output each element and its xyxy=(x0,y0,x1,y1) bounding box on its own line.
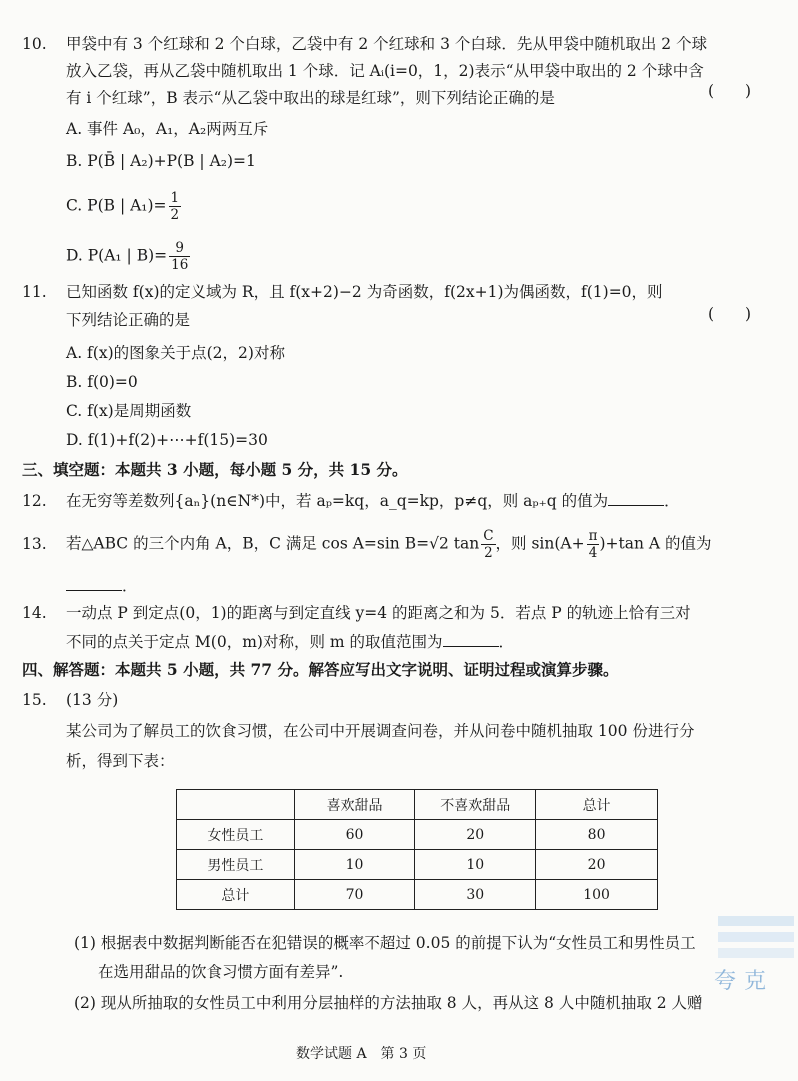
q11-answer-paren: ( ) xyxy=(708,305,752,323)
q11-line1: 11. 已知函数 f(x)的定义域为 R，且 f(x+2)−2 为奇函数，f(2x+1)为偶函数，f(1)=0，则 xyxy=(22,283,663,301)
q15-part1-line2: 在选用甜品的饮食习惯方面有差异”. xyxy=(98,963,344,981)
survey-table xyxy=(176,789,658,910)
fraction: $\frac{9}{16}$ xyxy=(171,240,189,273)
q15-score: (13 分) xyxy=(66,691,119,709)
q11-option-c: C. f(x)是周期函数 xyxy=(66,402,192,420)
q10-number: 10. xyxy=(22,35,47,53)
q11-option-a: A. f(x)的图象关于点(2，2)对称 xyxy=(66,344,285,362)
table-cell: 100 xyxy=(536,880,658,910)
table-row xyxy=(177,820,658,850)
q14-line1: 14. 一动点 P 到定点(0，1)的距离与到定直线 y=4 的距离之和为 5．若点 P 的轨迹上恰有三对 xyxy=(22,604,691,622)
q10-option-a: A. 事件 A₀，A₁，A₂两两互斥 xyxy=(66,120,269,138)
q10-line1: 10. 甲袋中有 3 个红球和 2 个白球，乙袋中有 2 个红球和 3 个白球．先从甲袋中随机取出 2 个球 xyxy=(22,35,708,53)
table-cell: 70 xyxy=(294,880,415,910)
table-header-row xyxy=(177,790,658,820)
q10-option-d: D. P(A₁ | B)= $\frac{9}{16}$ xyxy=(66,240,189,273)
q13-line1: 13. 若△ABC 的三个内角 A，B，C 满足 cos A=sin B=√2 tan $\frac{C}{2}$ ，则 sin(A+ $\frac{\pi}{4}$ )+tan A 的值为 xyxy=(22,528,712,561)
q11-option-d: D. f(1)+f(2)+⋯+f(15)=30 xyxy=(66,431,268,449)
fraction: $\frac{C}{2}$ xyxy=(483,528,494,561)
q10-option-b: B. P(B̄ | A₂)+P(B | A₂)=1 xyxy=(66,152,256,170)
table-cell: 20 xyxy=(415,820,536,850)
q10-line3: 有 i 个红球”，B 表示“从乙袋中取出的球是红球”，则下列结论正确的是 xyxy=(66,89,555,107)
q14-line2: 不同的点关于定点 M(0，m)对称，则 m 的取值范围为 ． xyxy=(66,630,514,653)
q13-line2: ． xyxy=(66,574,138,597)
q11-number: 11. xyxy=(22,283,47,301)
table-cell: 女性员工 xyxy=(177,820,295,850)
fraction: $\frac{1}{2}$ xyxy=(170,190,180,223)
q14-number: 14. xyxy=(22,604,47,622)
section4-heading: 四、解答题：本题共 5 小题，共 77 分。解答应写出文字说明、证明过程或演算步骤。 xyxy=(22,660,619,679)
q11-option-b: B. f(0)=0 xyxy=(66,373,138,391)
watermark-text: 夸克 xyxy=(714,969,775,994)
table-cell: 10 xyxy=(415,850,536,880)
q15-intro-line2: 析，得到下表： xyxy=(66,752,175,770)
answer-blank xyxy=(443,630,499,647)
table-row xyxy=(177,880,658,910)
q12-line: 12. 在无穷等差数列{aₙ}(n∈N*)中，若 aₚ=kq，a_q=kp，p≠q，则 aₚ₊q 的值为 ． xyxy=(22,489,680,512)
q15-intro-line1: 某公司为了解员工的饮食习惯，在公司中开展调查问卷，并从问卷中随机抽取 100 份进行分 xyxy=(66,722,695,740)
page-footer: 数学试题 A 第 3 页 xyxy=(296,1046,427,1062)
q10-option-c: C. P(B | A₁)= $\frac{1}{2}$ xyxy=(66,190,180,223)
answer-blank xyxy=(66,574,122,591)
table-header-cell: 总计 xyxy=(536,790,658,820)
answer-blank xyxy=(608,489,664,506)
q15-number: 15. xyxy=(22,691,47,709)
table-row xyxy=(177,850,658,880)
table-header-cell xyxy=(177,790,295,820)
q10-line2: 放入乙袋，再从乙袋中随机取出 1 个球．记 Aᵢ(i=0，1，2)表示“从甲袋中取出的 2 个球中含 xyxy=(66,62,704,80)
q13-number: 13. xyxy=(22,534,47,553)
table-header-cell: 喜欢甜品 xyxy=(294,790,415,820)
q15-part1-line1: (1) 根据表中数据判断能否在犯错误的概率不超过 0.05 的前提下认为“女性员工和男性员工 xyxy=(74,934,696,952)
table-cell: 男性员工 xyxy=(177,850,295,880)
section3-heading: 三、填空题：本题共 3 小题，每小题 5 分，共 15 分。 xyxy=(22,460,408,479)
table-cell: 总计 xyxy=(177,880,295,910)
table-cell: 30 xyxy=(415,880,536,910)
q15-part2-line1: (2) 现从所抽取的女性员工中利用分层抽样的方法抽取 8 人，再从这 8 人中随机抽取 2 人赠 xyxy=(74,994,703,1012)
fraction: $\frac{\pi}{4}$ xyxy=(588,528,598,561)
q11-line2: 下列结论正确的是 xyxy=(66,311,191,329)
table-cell: 20 xyxy=(536,850,658,880)
table-cell: 60 xyxy=(294,820,415,850)
q10-answer-paren: ( ) xyxy=(708,82,752,100)
table-cell: 10 xyxy=(294,850,415,880)
q15-header xyxy=(22,689,118,711)
table-cell: 80 xyxy=(536,820,658,850)
table-header-cell: 不喜欢甜品 xyxy=(415,790,536,820)
q12-number: 12. xyxy=(22,492,47,510)
